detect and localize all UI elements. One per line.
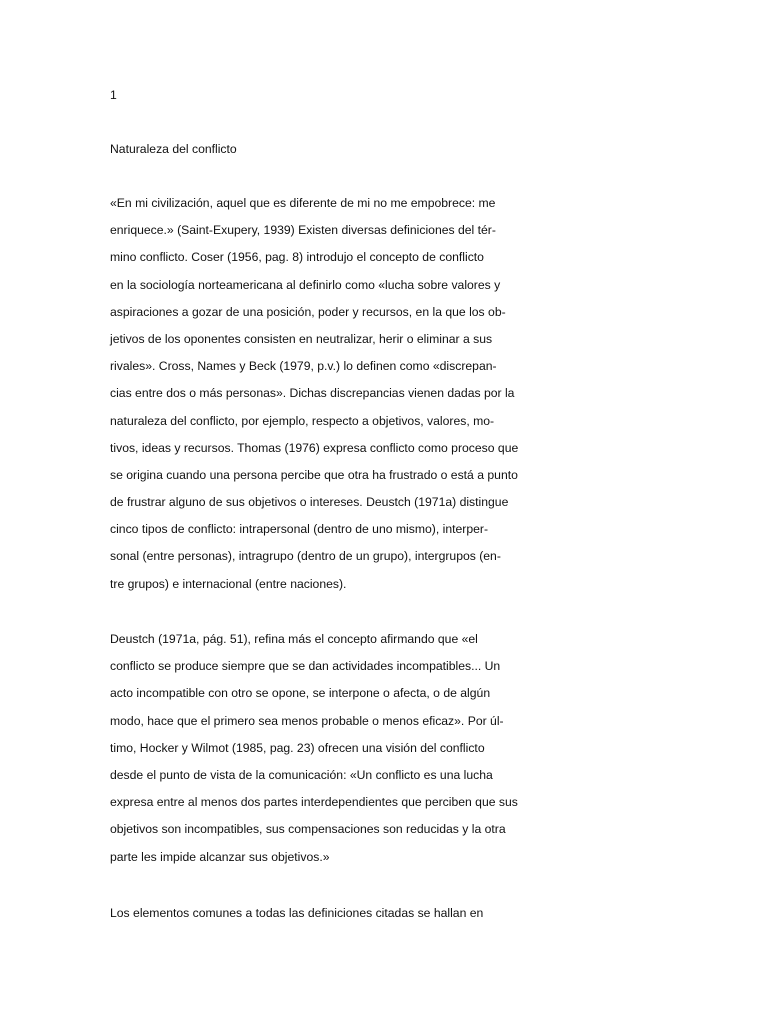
text-line: jetivos de los oponentes consisten en neutralizar, herir o eliminar a sus — [110, 331, 493, 346]
text-line: acto incompatible con otro se opone, se interpone o afecta, o de algún — [110, 686, 491, 701]
text-line: tivos, ideas y recursos. Thomas (1976) expresa conflicto como proceso que — [110, 440, 519, 455]
text-line: en la sociología norteamericana al definirlo como «lucha sobre valores y — [110, 277, 501, 292]
text-line: sonal (entre personas), intragrupo (dentro de un grupo), intergrupos (en- — [110, 549, 501, 564]
text-line: enriquece.» (Saint-Exupery, 1939) Existen diversas definiciones del tér- — [110, 223, 496, 238]
text-line: desde el punto de vista de la comunicación: «Un conflicto es una lucha — [110, 767, 493, 782]
text-line: objetivos son incompatibles, sus compensaciones son reducidas y la otra — [110, 822, 506, 837]
text-line: cinco tipos de conflicto: intrapersonal (dentro de uno mismo), interper- — [110, 522, 488, 537]
text-line: Deustch (1971a, pág. 51), refina más el concepto afirmando que «el — [110, 632, 478, 646]
paragraph-2 — [110, 631, 550, 876]
text-line: mino conflicto. Coser (1956, pag. 8) introdujo el concepto de conflicto — [110, 250, 484, 265]
text-line: expresa entre al menos dos partes interdependientes que perciben que sus — [110, 795, 518, 810]
page-number: 1 — [110, 88, 117, 102]
paragraph-1 — [110, 195, 550, 603]
paragraph-3 — [110, 905, 550, 932]
section-title: Naturaleza del conflicto — [110, 142, 237, 156]
text-line: naturaleza del conflicto, por ejemplo, respecto a objetivos, valores, mo- — [110, 413, 495, 428]
text-line: «En mi civilización, aquel que es diferente de mi no me empobrece: me — [110, 196, 496, 210]
text-line: rivales». Cross, Names y Beck (1979, p.v.) lo definen como «discrepan- — [110, 359, 497, 374]
text-line: se origina cuando una persona percibe que otra ha frustrado o está a punto — [110, 467, 518, 482]
text-line: tre grupos) e internacional (entre naciones). — [110, 576, 347, 591]
text-line: conflicto se produce siempre que se dan actividades incompatibles... Un — [110, 659, 501, 674]
text-line: timo, Hocker y Wilmot (1985, pag. 23) ofrecen una visión del conflicto — [110, 740, 485, 755]
text-line: modo, hace que el primero sea menos probable o menos eficaz». Por úl- — [110, 713, 504, 728]
text-line: Los elementos comunes a todas las definiciones citadas se hallan en — [110, 906, 484, 920]
text-line: cias entre dos o más personas». Dichas discrepancias vienen dadas por la — [110, 386, 515, 401]
text-line: de frustrar alguno de sus objetivos o intereses. Deustch (1971a) distingue — [110, 495, 509, 510]
text-line: aspiraciones a gozar de una posición, poder y recursos, en la que los ob- — [110, 304, 506, 319]
text-line: parte les impide alcanzar sus objetivos.» — [110, 849, 330, 864]
